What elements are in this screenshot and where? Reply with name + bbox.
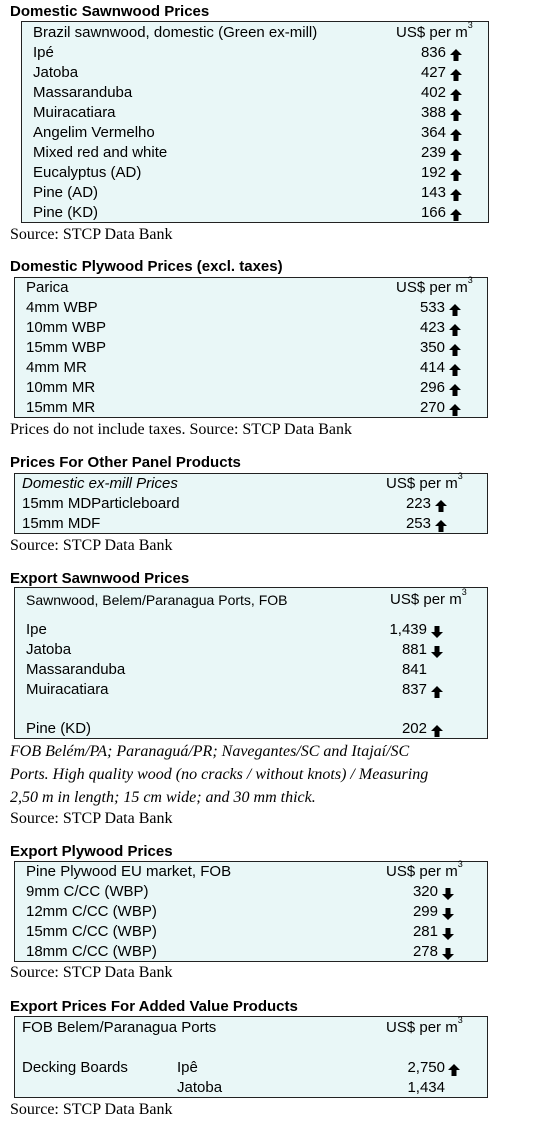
table-row [15,494,487,514]
unit-header: US$ per $m^3$ [386,471,463,492]
table-header [15,859,487,882]
row-label: Mixed red and white [33,144,168,161]
arrow-down-icon [442,906,454,918]
row-value: 841 [401,661,427,678]
row-label: 18mm C/CC (WBP) [26,943,157,960]
table-row [15,358,487,378]
row-value: 1,434 [407,1079,445,1096]
table-row [15,1078,487,1098]
source-note: Prices do not include taxes. Source: STCP Data Bank [10,421,353,438]
row-label: Jatoba [26,641,72,658]
domestic-sawnwood-table [21,21,489,223]
table-row [22,123,488,143]
arrow-down-icon [442,886,454,898]
row-value: 278 [412,943,438,960]
table-row [22,43,488,63]
domestic-plywood-table [14,277,488,418]
header-label: Domestic ex-mill Prices [22,475,178,492]
table-row [15,1058,487,1078]
table-row [22,63,488,83]
export-plywood-table [14,861,488,962]
row-label: Massaranduba [33,84,133,101]
row-label: 15mm MR [26,399,96,416]
arrow-up-icon [449,322,461,334]
export-sawnwood-note [10,740,526,809]
row-value: 253 [405,515,431,532]
header-label: Pine Plywood EU market, FOB [26,863,232,880]
table-row [22,143,488,163]
row-value: 192 [420,164,446,181]
row-label: 15mm WBP [26,339,107,356]
row-value: 1,439 [389,621,427,638]
table-header [15,471,487,494]
table-row [15,338,487,358]
row-label: Muiracatiara [33,104,116,121]
export-sawnwood-table [14,587,488,739]
export-plywood-title: Export Plywood Prices [10,843,173,860]
row-value: 223 [405,495,431,512]
note-line: 2,50 m in length; 15 cm wide; and 30 mm thick. [10,789,316,806]
row-value: 296 [419,379,445,396]
row-value: 423 [419,319,445,336]
arrow-up-icon [431,723,443,735]
row-label: Ipê [177,1059,198,1076]
arrow-up-icon [449,362,461,374]
note-line: Ports. High quality wood (no cracks / without knots) / Measuring [10,766,429,783]
arrow-up-icon [449,382,461,394]
source-note: Source: STCP Data Bank [10,810,173,827]
row-label: Muiracatiara [26,681,109,698]
row-label: 9mm C/CC (WBP) [26,883,149,900]
table-row [15,514,487,534]
other-panels-title: Prices For Other Panel Products [10,454,241,471]
unit-header: US$ per $m^3$ [396,275,473,296]
unit-header: US$ per $m^3$ [396,20,473,41]
arrow-up-icon [450,207,462,219]
row-label: Massaranduba [26,661,126,678]
unit-header: US$ per $m^3$ [386,1015,463,1036]
source-note: Source: STCP Data Bank [10,1101,173,1118]
arrow-up-icon [448,1062,460,1074]
row-label: 4mm WBP [26,299,98,316]
row-label: 4mm MR [26,359,87,376]
table-header [15,275,487,298]
row-value: 2,750 [407,1059,445,1076]
table-header [15,1015,487,1038]
arrow-up-icon [435,498,447,510]
row-label: 10mm WBP [26,319,107,336]
table-row [22,163,488,183]
row-label: Ipe [26,621,47,638]
arrow-up-icon [450,47,462,59]
table-row [15,298,487,318]
table-header [22,20,488,43]
export-sawnwood-title: Export Sawnwood Prices [10,570,190,587]
other-panels-table [14,473,488,534]
table-row [15,882,487,902]
row-value: 270 [419,399,445,416]
arrow-up-icon [450,147,462,159]
arrow-up-icon [450,87,462,99]
row-value: 837 [401,681,427,698]
arrow-down-icon [442,926,454,938]
table-header [15,587,487,610]
arrow-up-icon [449,302,461,314]
source-note: Source: STCP Data Bank [10,537,173,554]
arrow-up-icon [450,67,462,79]
table-row [22,83,488,103]
table-row [22,203,488,223]
source-note: Source: STCP Data Bank [10,226,173,243]
row-label: Pine (KD) [26,720,92,737]
row-label: Pine (AD) [33,184,99,201]
row-value: 166 [420,204,446,221]
row-value: 388 [420,104,446,121]
row-value: 414 [419,359,445,376]
row-value: 402 [420,84,446,101]
row-value: 320 [412,883,438,900]
table-row [15,620,487,640]
arrow-up-icon [450,127,462,139]
arrow-down-icon [442,946,454,958]
table-row [15,680,487,700]
row-label: Angelim Vermelho [33,124,155,141]
arrow-up-icon [431,684,443,696]
category-label: Decking Boards [22,1059,128,1076]
table-row [15,902,487,922]
table-row [22,103,488,123]
added-value-title: Export Prices For Added Value Products [10,998,298,1015]
source-note: Source: STCP Data Bank [10,964,173,981]
unit-header: US$ per $m^3$ [390,587,467,608]
arrow-down-icon [431,644,443,656]
row-value: 836 [420,44,446,61]
arrow-up-icon [449,402,461,414]
table-row [15,719,487,739]
row-value: 350 [419,339,445,356]
arrow-up-icon [449,342,461,354]
table-row [15,922,487,942]
header-label: FOB Belem/Paranagua Ports [22,1019,217,1036]
arrow-up-icon [450,187,462,199]
arrow-down-icon [431,624,443,636]
arrow-up-icon [435,518,447,530]
table-row [22,183,488,203]
added-value-table [14,1016,488,1098]
row-value: 143 [420,184,446,201]
row-label: Pine (KD) [33,204,99,221]
row-value: 533 [419,299,445,316]
header-label: Brazil sawnwood, domestic (Green ex-mill) [33,24,318,41]
row-label: 15mm MDF [22,515,101,532]
domestic-plywood-title: Domestic Plywood Prices (excl. taxes) [10,258,283,275]
arrow-up-icon [450,107,462,119]
row-value: 281 [412,923,438,940]
table-row [15,640,487,660]
row-value: 881 [401,641,427,658]
unit-header: US$ per $m^3$ [386,859,463,880]
domestic-sawnwood-title: Domestic Sawnwood Prices [10,3,210,20]
row-label: Ipé [33,44,54,61]
header-label: Sawnwood, Belem/Paranagua Ports, FOB [26,592,288,608]
row-value: 239 [420,144,446,161]
note-line: FOB Belém/PA; Paranaguá/PR; Navegantes/SC and Itajaí/SC [10,743,410,760]
row-value: 364 [420,124,446,141]
table-row [15,378,487,398]
row-value: 299 [412,903,438,920]
row-label: 10mm MR [26,379,96,396]
row-label: 15mm MDParticleboard [22,495,180,512]
table-row [15,942,487,962]
row-label: 15mm C/CC (WBP) [26,923,157,940]
row-value: 202 [401,720,427,737]
arrow-up-icon [450,167,462,179]
row-label: Jatoba [177,1079,223,1096]
table-row [15,660,487,680]
row-label: Eucalyptus (AD) [33,164,142,181]
table-row [15,398,487,418]
row-value: 427 [420,64,446,81]
row-label: Jatoba [33,64,79,81]
table-row [15,318,487,338]
header-label: Parica [26,279,69,296]
row-label: 12mm C/CC (WBP) [26,903,157,920]
